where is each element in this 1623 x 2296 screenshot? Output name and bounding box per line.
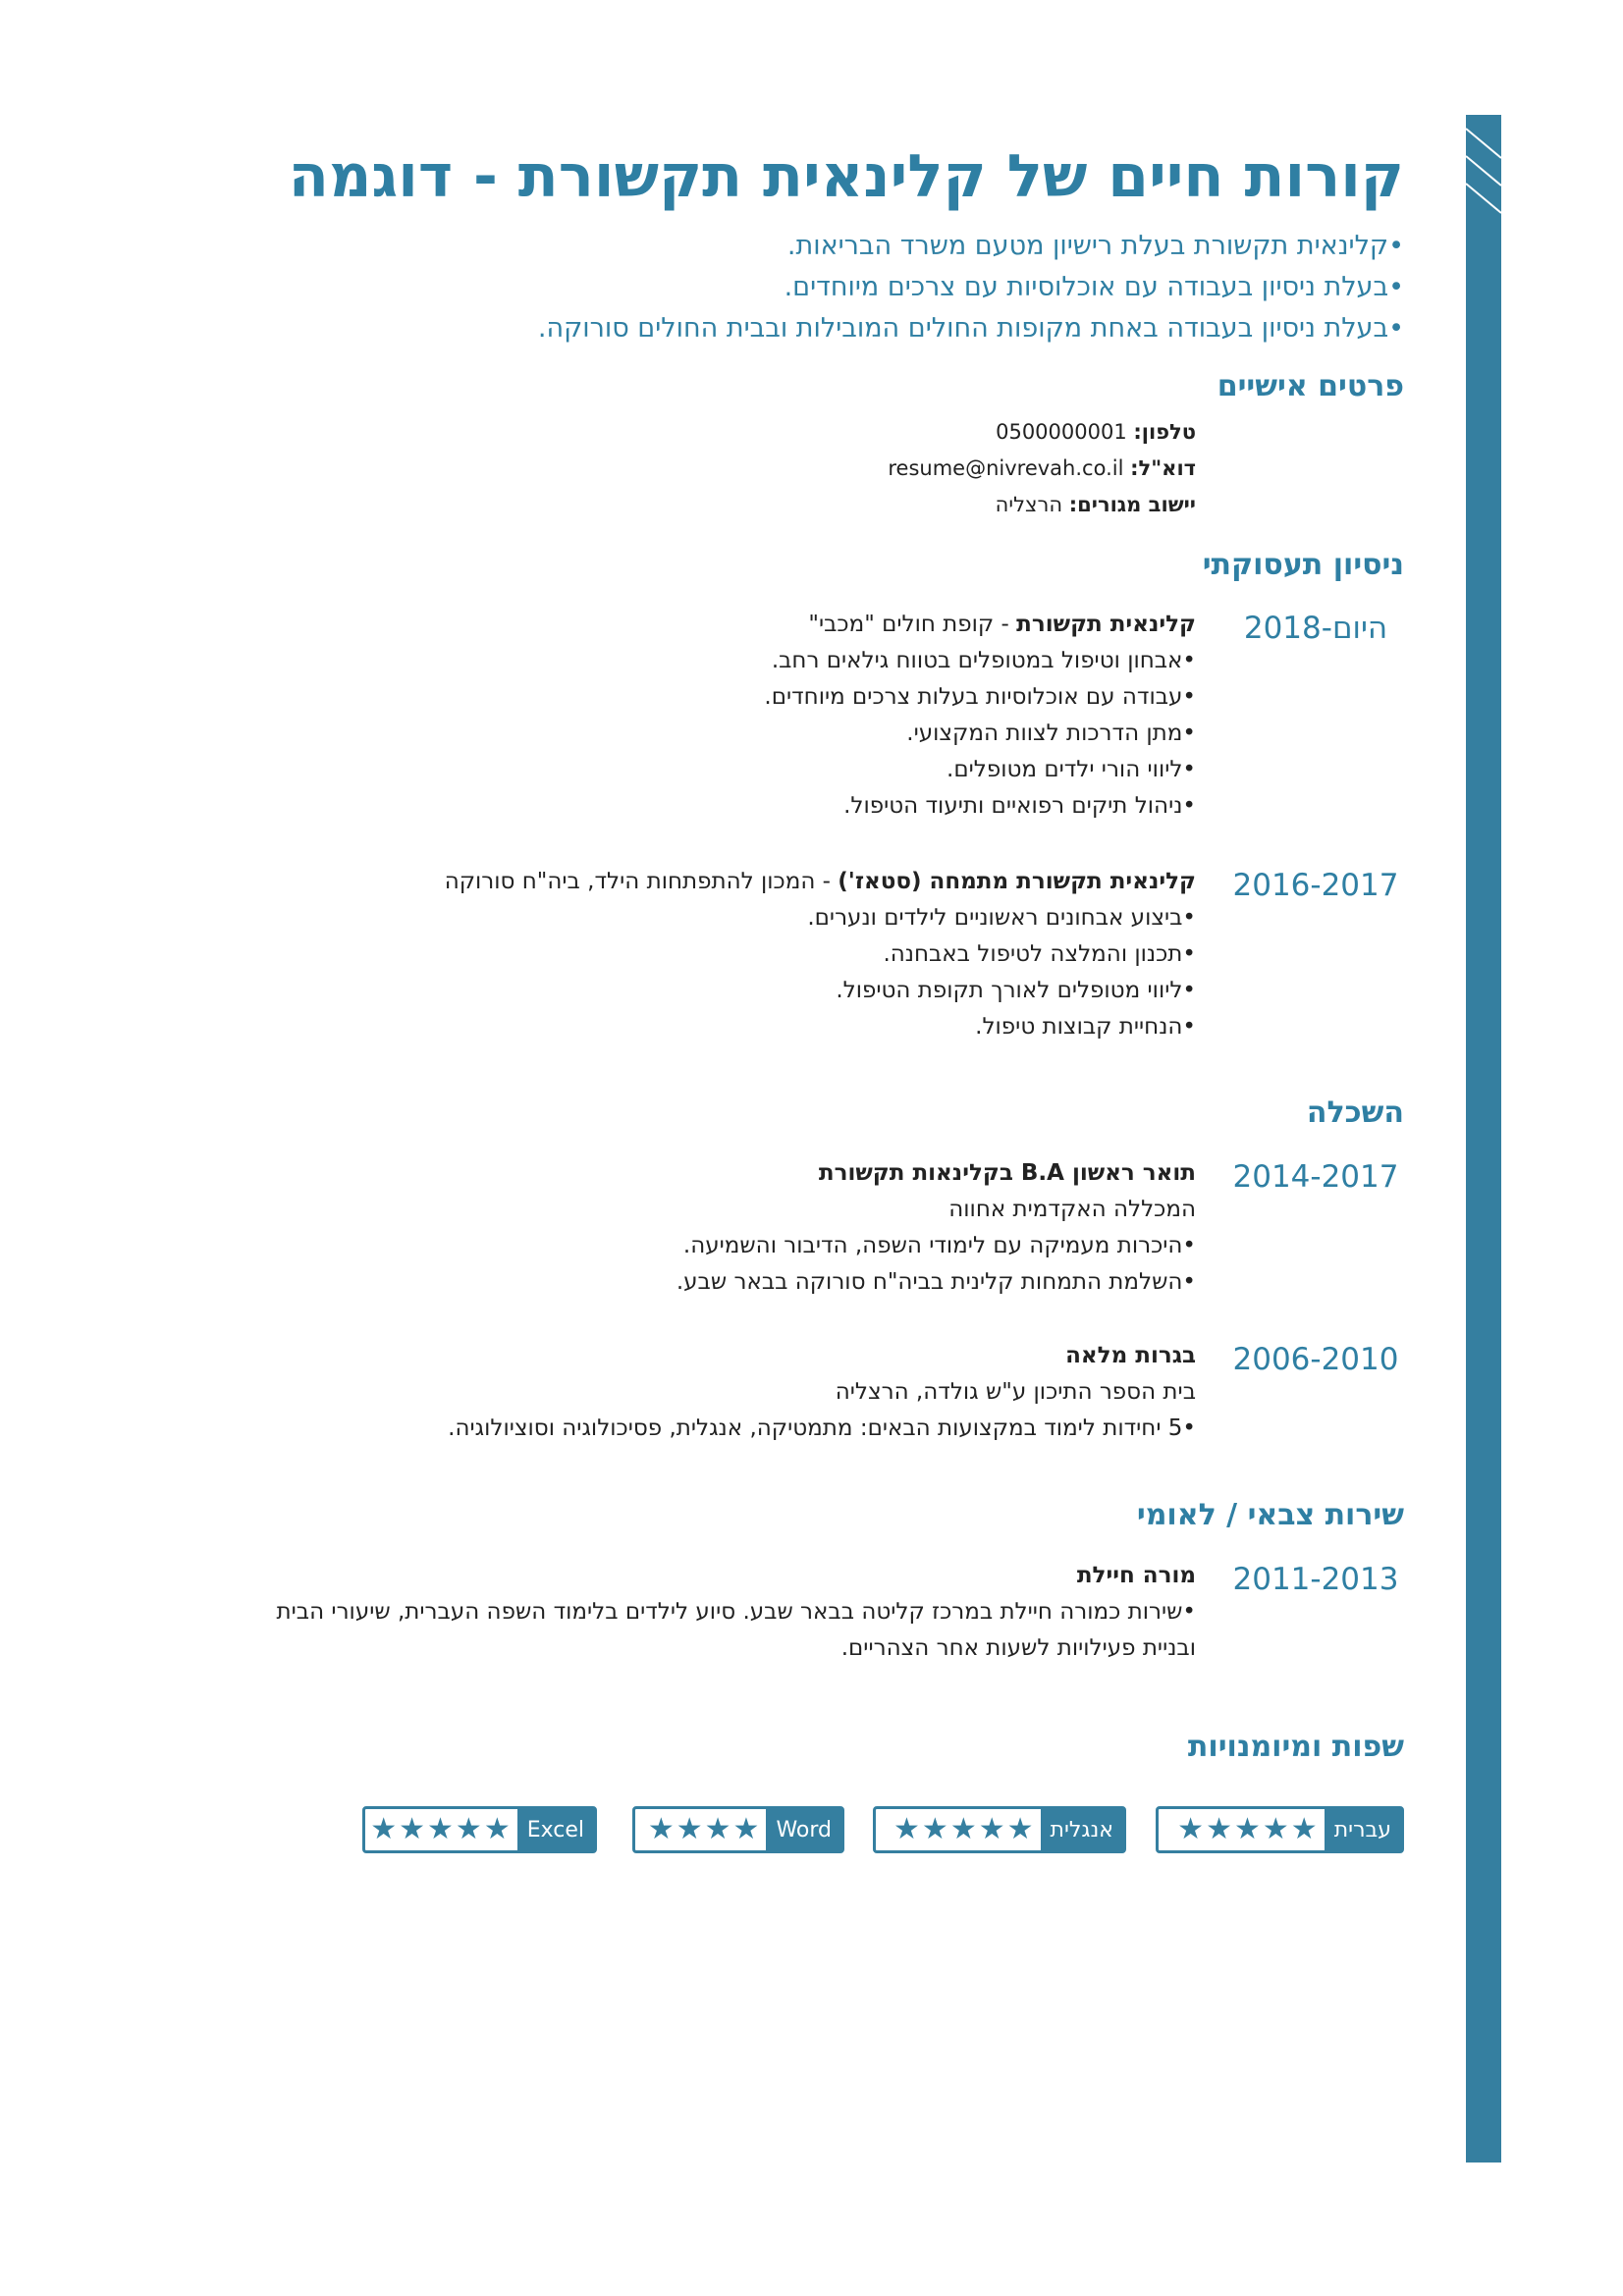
bullet: •ליווי הורי ילדים מטופלים. xyxy=(947,757,1196,782)
skill-stars xyxy=(641,1812,767,1846)
star-icon: ★ xyxy=(370,1812,398,1846)
skill-label: אנגלית xyxy=(1041,1809,1123,1850)
education-body xyxy=(236,1155,1196,1301)
bullet: •ליווי מטופלים לאורך תקופת הטיפול. xyxy=(836,978,1196,1003)
star-icon: ★ xyxy=(921,1812,948,1846)
star-icon: ★ xyxy=(978,1812,1005,1846)
job-headline xyxy=(236,864,1196,900)
star-icon: ★ xyxy=(704,1812,731,1846)
city-value: הרצליה xyxy=(995,493,1063,516)
bullet: •היכרות מעמיקה עם לימודי השפה, הדיבור והשמיעה. xyxy=(682,1233,1196,1258)
summary-line: •בעלת ניסיון בעבודה עם אוכלוסיות עם צרכים מיוחדים. xyxy=(784,272,1404,302)
experience-body xyxy=(236,607,1196,825)
summary xyxy=(538,226,1404,349)
email-label: דוא"ל: xyxy=(1130,456,1196,480)
service-description: •שירות כמורה חיילת במרכז קליטה בבאר שבע. סיוע לילדים בלימוד השפה העברית, שיעורי הבית ובניית פעילויות לשעות אחר הצהריים. xyxy=(276,1599,1196,1661)
service-date: 2011-2013 xyxy=(1232,1562,1399,1597)
experience-date: 2016-2017 xyxy=(1232,868,1399,903)
star-icon: ★ xyxy=(399,1812,425,1846)
skill-badge xyxy=(1156,1806,1404,1853)
skills-row xyxy=(236,1806,1404,1851)
skill-label: Excel xyxy=(517,1809,594,1850)
education-date: 2006-2010 xyxy=(1232,1342,1399,1377)
job-org: - המכון להתפתחות הילד, ביה"ח סורוקה xyxy=(444,869,839,894)
star-icon: ★ xyxy=(949,1812,977,1846)
skill-badge xyxy=(873,1806,1126,1853)
bullet: •ביצוע אבחונים ראשוניים לילדים ונערים. xyxy=(807,905,1196,931)
decorative-side-bar xyxy=(1466,115,1501,2163)
star-icon: ★ xyxy=(427,1812,454,1846)
email-value: resume@nivrevah.co.il xyxy=(888,456,1124,480)
bullet: •5 יחידות לימוד במקצועות הבאים: מתמטיקה, אנגלית, פסיכולוגיה וסוציולוגיה. xyxy=(448,1415,1196,1441)
education-body xyxy=(236,1338,1196,1447)
star-icon: ★ xyxy=(1206,1812,1232,1846)
bullet: •ניהול תיקים רפואיים ותיעוד הטיפול. xyxy=(843,793,1196,819)
service-role xyxy=(236,1558,1196,1594)
star-icon: ★ xyxy=(732,1812,760,1846)
page-title: קורות חיים של קלינאית תקשורת - דוגמה xyxy=(288,142,1404,211)
job-headline xyxy=(236,607,1196,643)
personal-details xyxy=(888,414,1196,523)
service-heading: שירות צבאי / לאומי xyxy=(1136,1498,1404,1532)
service-role-name: מורה חיילת xyxy=(1076,1563,1196,1588)
phone-row xyxy=(888,414,1196,451)
bullet: •אבחון וטיפול במטופלים בטווח גילאים רחב. xyxy=(771,648,1196,673)
bullet: •הנחיית קבוצות טיפול. xyxy=(975,1014,1196,1040)
bullet: •השלמת התמחות קלינית בביה"ח סורוקה בבאר שבע. xyxy=(676,1269,1196,1295)
star-icon: ★ xyxy=(455,1812,482,1846)
education-date: 2014-2017 xyxy=(1232,1159,1399,1195)
degree-title xyxy=(236,1155,1196,1192)
degree-name: תואר ראשון B.A בקלינאות תקשורת xyxy=(818,1160,1196,1186)
summary-line: •קלינאית תקשורת בעלת רישיון מטעם משרד הבריאות. xyxy=(786,231,1404,261)
degree-name: בגרות מלאה xyxy=(1065,1343,1196,1368)
star-icon: ★ xyxy=(676,1812,703,1846)
star-icon: ★ xyxy=(1233,1812,1261,1846)
bullet: •עבודה עם אוכלוסיות בעלות צרכים מיוחדים. xyxy=(764,684,1196,710)
experience-body xyxy=(236,864,1196,1045)
city-row xyxy=(888,487,1196,523)
school-name: המכללה האקדמית אחווה xyxy=(948,1197,1196,1222)
bullet: •תכנון והמלצה לטיפול באבחנה. xyxy=(883,941,1196,967)
service-body xyxy=(236,1558,1196,1667)
star-icon: ★ xyxy=(893,1812,920,1846)
personal-heading: פרטים אישיים xyxy=(1217,369,1404,403)
experience-date: 2018-היום xyxy=(1243,611,1388,646)
city-label: יישוב מגורים: xyxy=(1068,493,1196,516)
email-row xyxy=(888,451,1196,487)
skills-heading: שפות ומיומנויות xyxy=(1187,1730,1404,1764)
skill-label: עברית xyxy=(1325,1809,1401,1850)
job-role: קלינאית תקשורת xyxy=(1016,612,1196,637)
job-role: קלינאית תקשורת מתמחה (סטאז') xyxy=(838,869,1196,894)
skill-stars xyxy=(363,1812,517,1846)
star-icon: ★ xyxy=(483,1812,511,1846)
skill-badge xyxy=(632,1806,844,1853)
skill-badge xyxy=(362,1806,597,1853)
summary-line: •בעלת ניסיון בעבודה באחת מקופות החולים המובילות ובבית החולים סורוקה. xyxy=(537,313,1404,344)
skill-stars xyxy=(887,1812,1041,1846)
bullet: •מתן הדרכות לצוות המקצועי. xyxy=(906,721,1196,746)
phone-label: טלפון: xyxy=(1133,420,1196,444)
experience-heading: ניסיון תעסוקתי xyxy=(1202,548,1404,582)
job-org: - קופת חולים "מכבי" xyxy=(808,612,1017,637)
star-icon: ★ xyxy=(1290,1812,1318,1846)
school-name: בית הספר התיכון ע"ש גולדה, הרצליה xyxy=(835,1379,1196,1405)
star-icon: ★ xyxy=(1006,1812,1034,1846)
stripe-pattern-icon xyxy=(1466,115,1501,233)
phone-value: 0500000001 xyxy=(996,420,1127,444)
education-heading: השכלה xyxy=(1306,1095,1404,1130)
star-icon: ★ xyxy=(1177,1812,1205,1846)
degree-title xyxy=(236,1338,1196,1374)
star-icon: ★ xyxy=(1262,1812,1289,1846)
skill-stars xyxy=(1170,1812,1325,1846)
star-icon: ★ xyxy=(647,1812,675,1846)
skill-label: Word xyxy=(766,1809,841,1850)
